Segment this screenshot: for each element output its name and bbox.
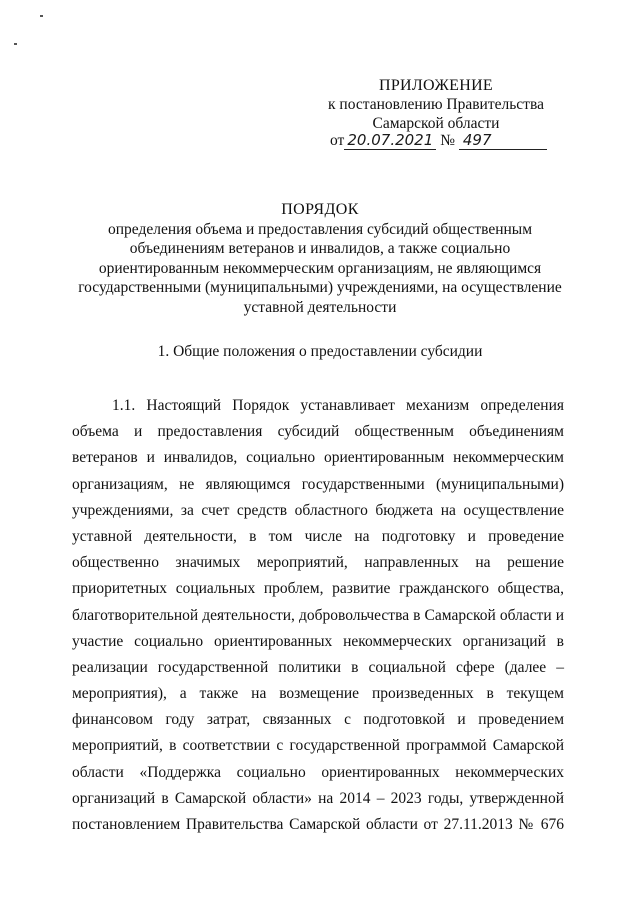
document-heading: ПОРЯДОК <box>281 201 359 218</box>
subtitle-line: уставной деятельности <box>243 298 397 316</box>
handwritten-date: 20.07.2021 <box>344 132 436 150</box>
date-prefix: от <box>330 132 345 149</box>
document-title <box>70 200 570 317</box>
subtitle-line: ориентированным некоммерческим организациям, не являющимся <box>98 259 542 277</box>
paragraph-line: области «Поддержка социально ориентированных некоммерческих <box>72 763 564 781</box>
appendix-title: ПРИЛОЖЕНИЕ <box>378 77 493 94</box>
paragraph-line: постановлением Правительства Самарской области от 27.11.2013 № 676 <box>72 816 564 833</box>
paragraph-line: общественно значимых мероприятий, направленных на решение <box>72 554 564 572</box>
paragraph-line: объема и предоставления субсидий общественным объединениям <box>72 423 564 441</box>
paragraph-line: реализации государственной политики в социальной сфере (далее – <box>72 658 564 676</box>
handwritten-number: 497 <box>459 132 547 150</box>
paragraph-line: мероприятия), а также на возмещение произведенных в текущем <box>72 685 564 703</box>
paragraph-line: учреждениями, за счет средств областного бюджета на осуществление <box>72 501 564 519</box>
paragraph-line: организаций в Самарской области» на 2014 – 2023 годы, утвержденной <box>72 789 564 807</box>
subtitle-line: государственными (муниципальными) учреждениями, на осуществление <box>78 279 562 296</box>
paragraph-line: финансовом году затрат, связанных с подготовкой и проведением <box>72 711 564 729</box>
appendix-line-2: Самарской области <box>372 115 500 132</box>
paragraph-line: мероприятий, в соответствии с государственной программой Самарской <box>72 737 564 755</box>
appendix-block <box>316 76 556 133</box>
section-title: 1. Общие положения о предоставлении субсидии <box>157 343 483 360</box>
paragraph-line: организациям, не являющимся государственными (муниципальными) <box>72 475 564 493</box>
paragraph-line: уставной деятельности, в том числе на подготовку и проведение <box>72 527 564 545</box>
scan-dot <box>40 15 43 17</box>
appendix-line-1: к постановлению Правительства <box>328 96 544 113</box>
paragraph-line: 1.1. Настоящий Порядок устанавливает механизм определения <box>112 397 564 414</box>
paragraph-line: ветеранов и инвалидов, социально ориентированным некоммерческим <box>72 449 564 467</box>
paragraph-1-1 <box>72 393 564 838</box>
paragraph-line: благотворительной деятельности, добровольчества в Самарской области и <box>72 606 564 624</box>
paragraph-line: приоритетных социальных проблем, развитие гражданского общества, <box>72 580 564 598</box>
decree-date-number <box>330 132 547 150</box>
number-sign: № <box>440 132 455 149</box>
paragraph-line: участие социально ориентированных некоммерческих организаций в <box>72 632 564 650</box>
subtitle-line: объединениям ветеранов и инвалидов, а также социально <box>129 240 511 257</box>
scan-dot <box>14 43 17 45</box>
subtitle-line: определения объема и предоставления субсидий общественным <box>107 220 533 238</box>
